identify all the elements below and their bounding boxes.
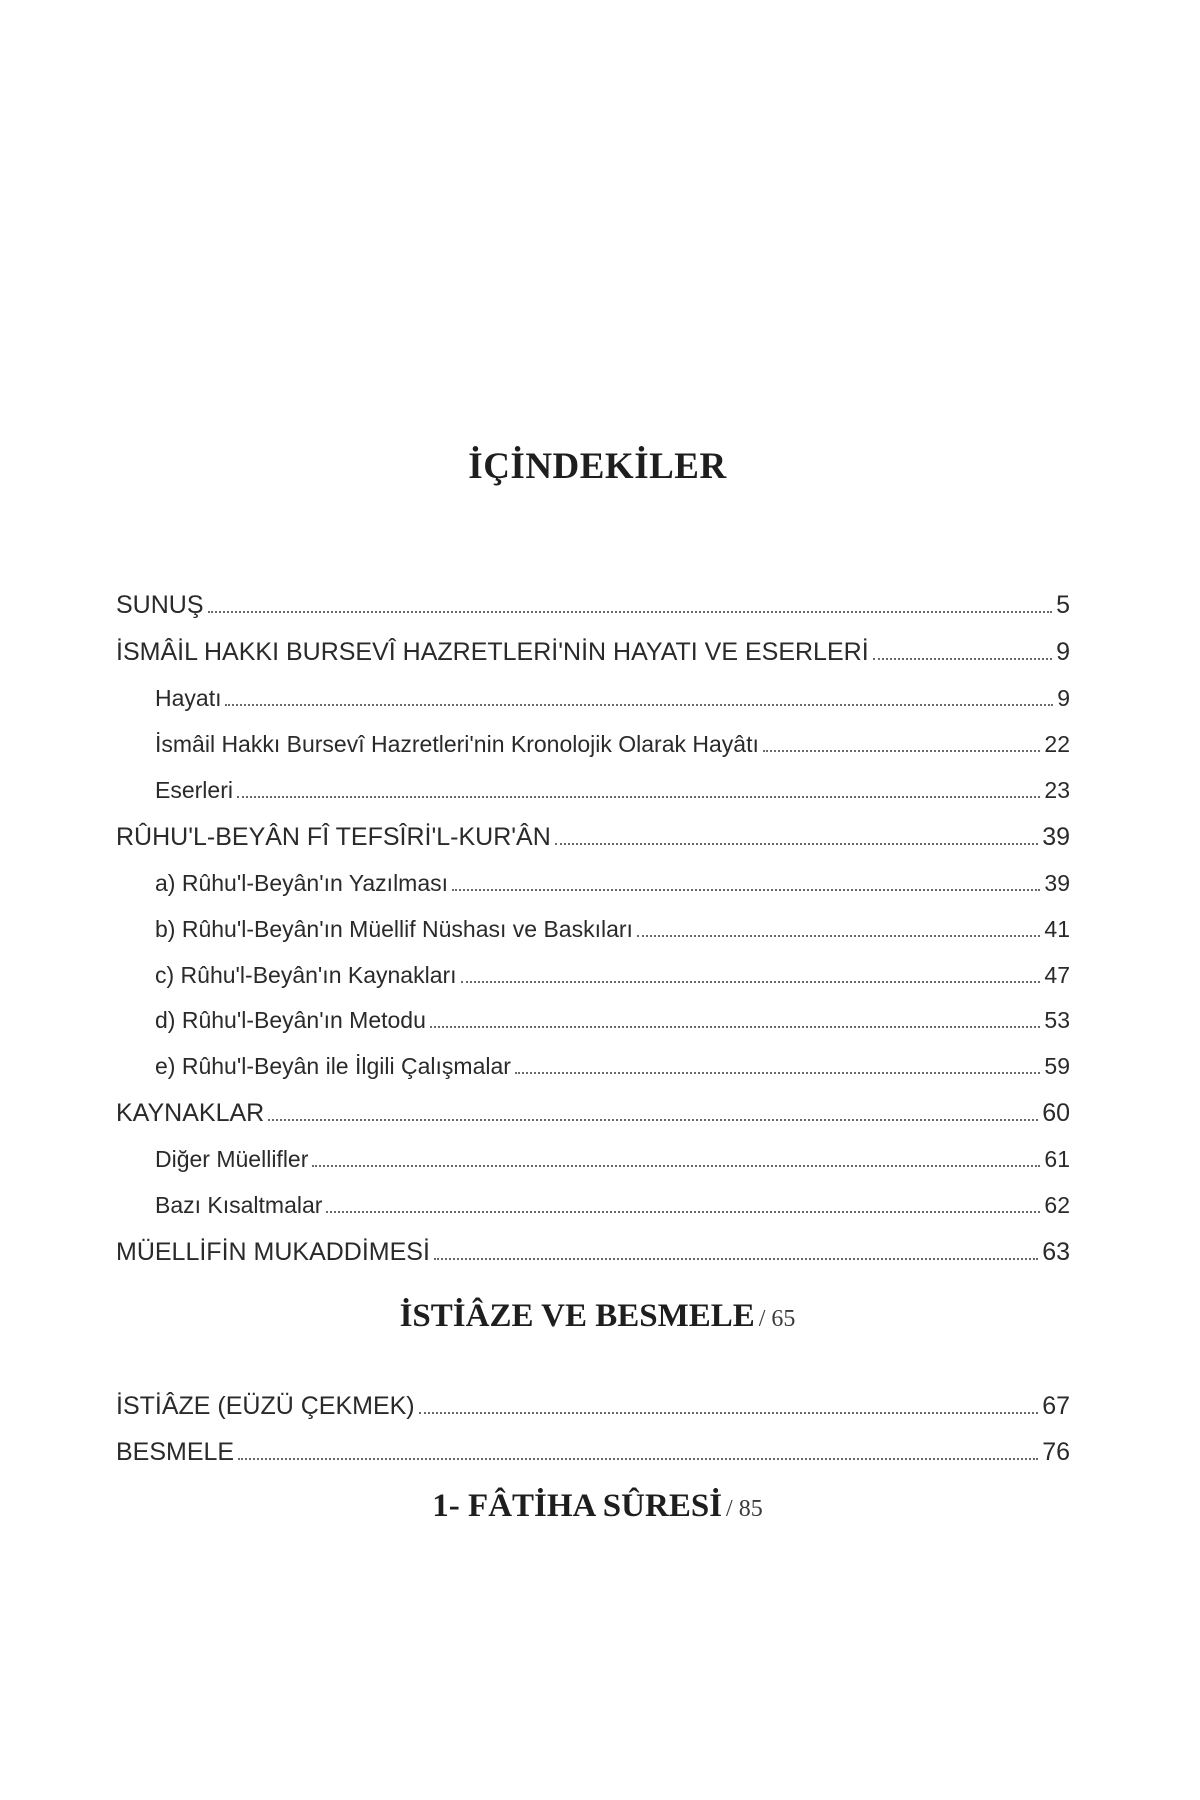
toc-entry-musellif-nushasi[interactable]: [155, 904, 1070, 944]
toc-entry-label: Bazı Kısaltmalar: [155, 1192, 323, 1218]
dot-leader: [237, 796, 1040, 798]
section-page-number: / 85: [726, 1496, 763, 1522]
dot-leader: [238, 1458, 1038, 1460]
toc-page-number: 61: [1044, 1146, 1070, 1172]
toc-page-number: 53: [1044, 1007, 1070, 1033]
toc-entry-kaynaklari[interactable]: [155, 950, 1070, 990]
toc-entry-label: Diğer Müellifler: [155, 1146, 309, 1172]
toc-entry-kisaltmalar[interactable]: [155, 1180, 1070, 1220]
toc-entry-label: RÛHU'L-BEYÂN FÎ TEFSÎRİ'L-KUR'ÂN: [116, 823, 551, 851]
dot-leader: [430, 1026, 1041, 1028]
section-heading-fatiha[interactable]: [0, 1488, 1195, 1525]
toc-page-number: 9: [1057, 685, 1070, 711]
toc-entry-diger-muellifler[interactable]: [155, 1134, 1070, 1174]
section-title: 1- FÂTİHA SÛRESİ: [432, 1488, 723, 1524]
toc-page-number: 62: [1044, 1192, 1070, 1218]
toc-page-number: 47: [1044, 962, 1070, 988]
toc-entry-label: Hayatı: [155, 685, 222, 711]
dot-leader: [461, 981, 1041, 983]
dot-leader: [637, 935, 1040, 937]
toc-page-number: 60: [1042, 1099, 1070, 1127]
toc-entry-label: SUNUŞ: [116, 591, 204, 619]
toc-entry-label: BESMELE: [116, 1438, 235, 1466]
toc-page-number: 76: [1042, 1438, 1070, 1466]
dot-leader: [225, 704, 1053, 706]
toc-page-number: 9: [1056, 638, 1070, 666]
toc-page-number: 39: [1042, 823, 1070, 851]
toc-entry-label: Eserleri: [155, 777, 233, 803]
section-heading-istiaze[interactable]: [0, 1298, 1195, 1335]
toc-entry-ruhul-beyan[interactable]: [116, 812, 1070, 852]
toc-page-number: 67: [1042, 1392, 1070, 1420]
section-title: İSTİÂZE VE BESMELE: [399, 1298, 755, 1334]
dot-leader: [312, 1165, 1040, 1167]
toc-entry-sunus[interactable]: [116, 580, 1070, 620]
dot-leader: [555, 843, 1038, 845]
toc-entry-label: b) Rûhu'l-Beyân'ın Müellif Nüshası ve Baskıları: [155, 916, 633, 942]
toc-entry-label: e) Rûhu'l-Beyân ile İlgili Çalışmalar: [155, 1053, 511, 1079]
dot-leader: [419, 1412, 1039, 1414]
toc-page-number: 41: [1044, 916, 1070, 942]
toc-entry-istiaze[interactable]: [116, 1381, 1070, 1421]
dot-leader: [515, 1072, 1040, 1074]
dot-leader: [452, 889, 1040, 891]
toc-page-number: 63: [1042, 1238, 1070, 1266]
toc-entry-label: c) Rûhu'l-Beyân'ın Kaynakları: [155, 962, 457, 988]
toc-entry-kaynaklar[interactable]: [116, 1088, 1070, 1128]
toc-entry-metodu[interactable]: [155, 995, 1070, 1035]
toc-entry-kronolojik-hayati[interactable]: [155, 719, 1070, 759]
dot-leader: [326, 1211, 1040, 1213]
toc-entry-yazilmasi[interactable]: [155, 858, 1070, 898]
page-title: İÇİNDEKİLER: [468, 446, 727, 487]
toc-entry-label: d) Rûhu'l-Beyân'ın Metodu: [155, 1007, 426, 1033]
toc-entry-label: KAYNAKLAR: [116, 1099, 265, 1127]
section-page-number: / 65: [758, 1306, 796, 1332]
toc-entry-label: İsmâil Hakkı Bursevî Hazretleri'nin Kronolojik Olarak Hayâtı: [155, 731, 759, 757]
toc-entry-besmele[interactable]: [116, 1427, 1070, 1467]
toc-entry-hayati-ve-eserleri[interactable]: [116, 627, 1070, 667]
toc-entry-label: MÜELLİFİN MUKADDİMESİ: [116, 1238, 430, 1266]
toc-entry-hayati[interactable]: [155, 673, 1070, 713]
toc-entry-label: İSMÂİL HAKKI BURSEVÎ HAZRETLERİ'NİN HAYATI VE ESERLERİ: [116, 638, 869, 666]
toc-entry-mukaddime[interactable]: [116, 1227, 1070, 1267]
toc-page-number: 5: [1056, 591, 1070, 619]
dot-leader: [268, 1119, 1038, 1121]
dot-leader: [873, 658, 1052, 660]
toc-page-number: 59: [1044, 1053, 1070, 1079]
toc-entry-label: İSTİÂZE (EÜZÜ ÇEKMEK): [116, 1392, 415, 1420]
dot-leader: [434, 1258, 1038, 1260]
dot-leader: [763, 750, 1041, 752]
toc-page-number: 39: [1044, 870, 1070, 896]
toc-page-number: 22: [1044, 731, 1070, 757]
toc-page-number: 23: [1044, 777, 1070, 803]
toc-entry-label: a) Rûhu'l-Beyân'ın Yazılması: [155, 870, 449, 896]
toc-entry-eserleri[interactable]: [155, 765, 1070, 805]
toc-entry-calismalar[interactable]: [155, 1041, 1070, 1081]
dot-leader: [208, 611, 1053, 613]
